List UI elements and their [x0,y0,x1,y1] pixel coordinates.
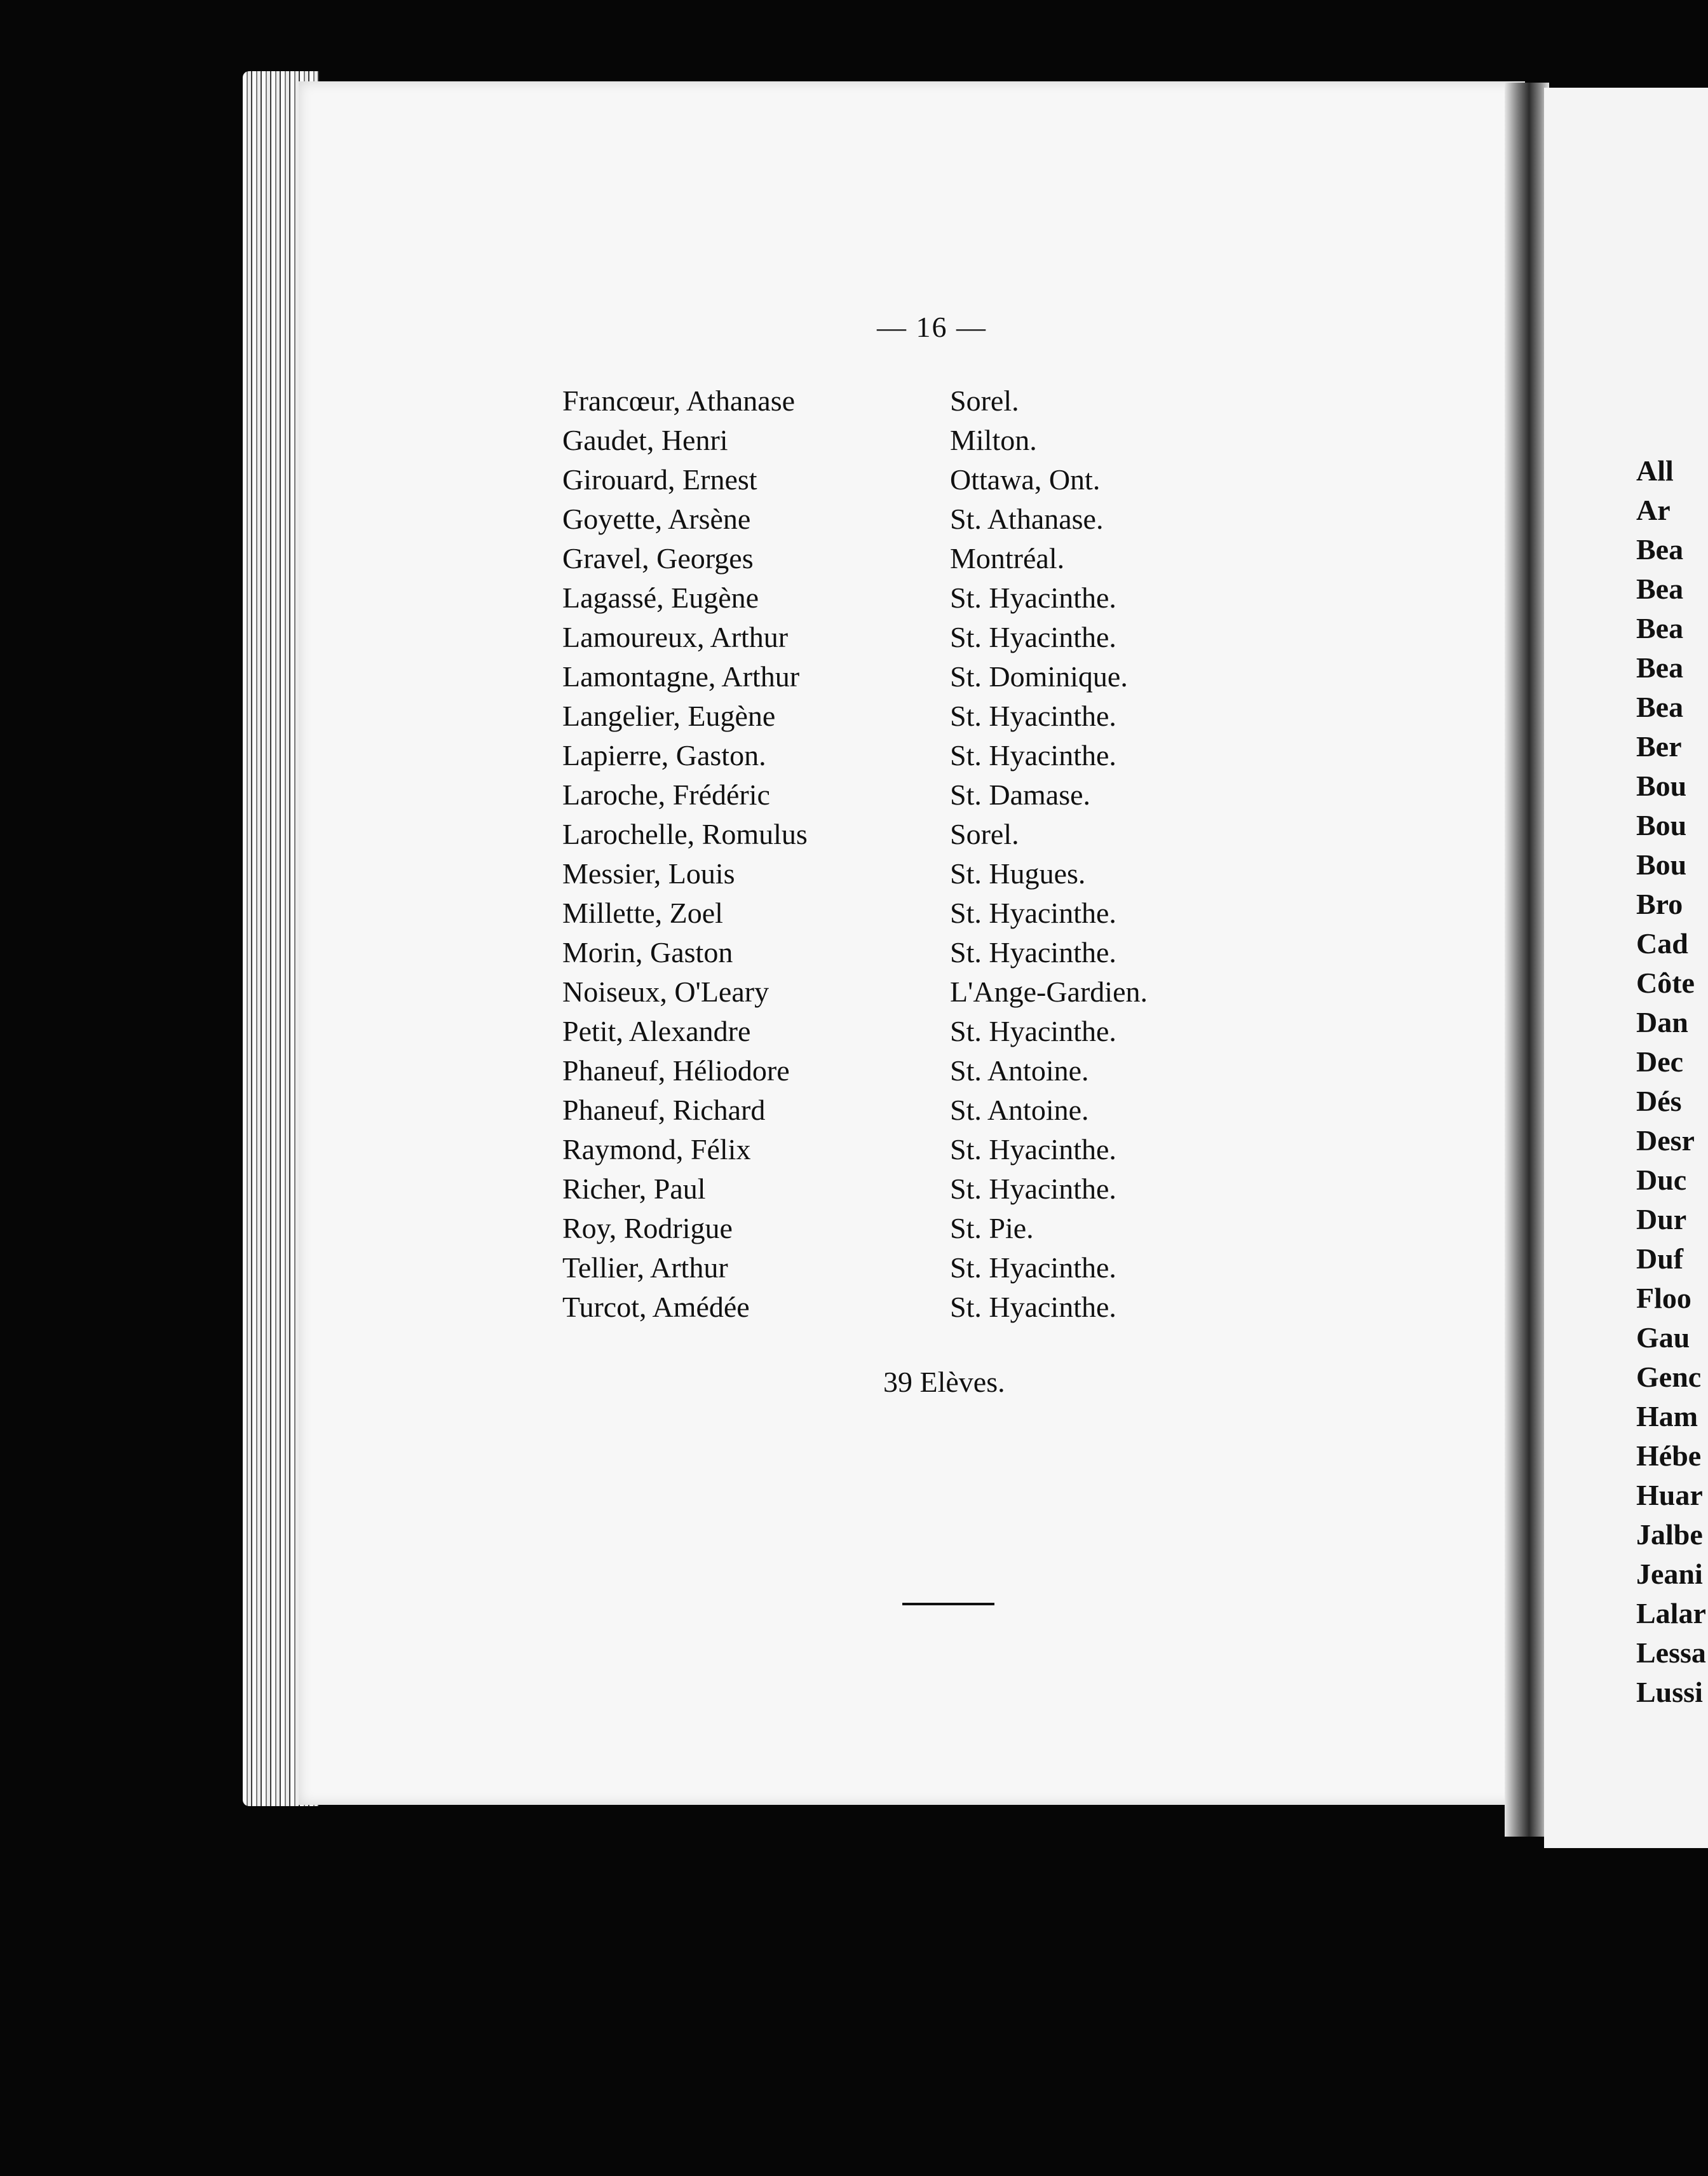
student-total: 39 Elèves. [883,1366,1005,1398]
roster-row [562,1130,1268,1169]
roster-row [562,381,1268,421]
roster-row [562,1209,1268,1248]
student-roster [562,381,1268,1327]
next-page-name-fragment: Huar [1636,1479,1703,1511]
roster-row [562,657,1268,697]
roster-row [562,618,1268,657]
roster-row [562,500,1268,539]
roster-row [562,775,1268,815]
next-page-name-fragment: Bea [1636,533,1684,566]
next-page-name-fragment: Ham [1636,1400,1698,1432]
next-page-name-fragment: Dan [1636,1006,1688,1038]
roster-row [562,1169,1268,1209]
student-name: Roy, Rodrigue [562,1212,733,1244]
student-hometown: St. Hyacinthe. [950,1291,1116,1323]
roster-row [562,972,1268,1012]
roster-row [562,697,1268,736]
student-name: Millette, Zoel [562,897,723,929]
section-rule [902,1603,994,1605]
student-name: Lamontagne, Arthur [562,660,800,693]
student-hometown: St. Athanase. [950,503,1104,535]
next-page-name-fragment: Bou [1636,848,1687,881]
next-page-name-fragment: Bea [1636,691,1684,723]
next-page-name-fragment: Bea [1636,651,1684,684]
student-hometown: St. Dominique. [950,660,1128,693]
student-hometown: L'Ange-Gardien. [950,976,1148,1008]
next-page-name-fragment: Bea [1636,612,1684,644]
roster-row [562,933,1268,972]
next-page-name-fragment: Dur [1636,1203,1687,1235]
roster-row [562,460,1268,500]
roster-row [562,539,1268,578]
roster-row [562,1248,1268,1288]
next-page-name-fragment: Bou [1636,809,1687,841]
roster-row [562,894,1268,933]
next-page-name-fragment: Desr [1636,1124,1695,1157]
student-hometown: St. Damase. [950,779,1091,811]
roster-row [562,1288,1268,1327]
student-hometown: St. Antoine. [950,1054,1089,1087]
next-page-name-fragment: Duc [1636,1164,1687,1196]
student-name: Langelier, Eugène [562,700,776,732]
student-name: Phaneuf, Richard [562,1094,766,1126]
next-page-name-fragment: Duf [1636,1242,1684,1275]
next-page-name-fragment: Ar [1636,494,1671,526]
roster-row [562,736,1268,775]
student-hometown: St. Hyacinthe. [950,897,1116,929]
next-page-name-fragment: Jeani [1636,1558,1703,1590]
student-name: Morin, Gaston [562,936,733,969]
next-page-name-fragment: Gau [1636,1321,1690,1354]
student-name: Messier, Louis [562,857,735,890]
student-name: Lagassé, Eugène [562,581,759,614]
student-hometown: Montréal. [950,542,1065,575]
student-name: Petit, Alexandre [562,1015,751,1047]
student-hometown: St. Antoine. [950,1094,1089,1126]
student-hometown: Sorel. [950,818,1019,850]
student-name: Raymond, Félix [562,1133,751,1166]
next-page-name-column [1636,451,1706,1712]
student-hometown: St. Hyacinthe. [950,700,1116,732]
student-hometown: Ottawa, Ont. [950,463,1101,496]
student-name: Laroche, Frédéric [562,779,770,811]
student-name: Turcot, Amédée [562,1291,750,1323]
student-name: Francœur, Athanase [562,384,796,417]
student-hometown: St. Hyacinthe. [950,739,1116,772]
roster-row [562,1051,1268,1091]
page-number: — 16 — [877,311,987,343]
next-page-name-fragment: Lalar [1636,1597,1706,1629]
student-hometown: St. Hyacinthe. [950,1173,1116,1205]
student-hometown: Sorel. [950,384,1019,417]
student-name: Gaudet, Henri [562,424,728,456]
book-gutter [1505,83,1549,1837]
roster-row [562,1012,1268,1051]
student-hometown: St. Hyacinthe. [950,621,1116,653]
next-page-name-fragment: Floo [1636,1282,1691,1314]
roster-row [562,578,1268,618]
student-hometown: St. Hyacinthe. [950,1251,1116,1284]
student-name: Gravel, Georges [562,542,754,575]
student-hometown: St. Pie. [950,1212,1034,1244]
student-hometown: St. Hyacinthe. [950,1133,1116,1166]
next-page-name-fragment: Bou [1636,770,1687,802]
next-page-name-fragment: Cad [1636,927,1688,960]
student-hometown: Milton. [950,424,1037,456]
student-hometown: St. Hugues. [950,857,1086,890]
student-name: Lapierre, Gaston. [562,739,766,772]
student-name: Tellier, Arthur [562,1251,728,1284]
next-page-name-fragment: Ber [1636,730,1682,763]
next-page-name-fragment: Jalbe [1636,1518,1703,1551]
student-name: Goyette, Arsène [562,503,751,535]
student-hometown: St. Hyacinthe. [950,1015,1116,1047]
roster-row [562,421,1268,460]
next-page-name-fragment: Genc [1636,1361,1702,1393]
roster-row [562,815,1268,854]
student-name: Larochelle, Romulus [562,818,808,850]
student-name: Phaneuf, Héliodore [562,1054,790,1087]
next-page-name-fragment: Lussi [1636,1676,1703,1708]
next-page-name-fragment: Dés [1636,1085,1682,1117]
student-hometown: St. Hyacinthe. [950,936,1116,969]
student-name: Lamoureux, Arthur [562,621,789,653]
student-name: Girouard, Ernest [562,463,757,496]
next-page-name-fragment: All [1636,454,1674,487]
roster-row [562,854,1268,894]
student-name: Richer, Paul [562,1173,706,1205]
next-page-name-fragment: Lessa [1636,1636,1706,1669]
roster-row [562,1091,1268,1130]
next-page-name-fragment: Hébe [1636,1439,1702,1472]
student-hometown: St. Hyacinthe. [950,581,1116,614]
next-page-name-fragment: Dec [1636,1045,1684,1078]
student-name: Noiseux, O'Leary [562,976,769,1008]
next-page-name-fragment: Côte [1636,967,1695,999]
next-page-name-fragment: Bea [1636,573,1684,605]
next-page-name-fragment: Bro [1636,888,1683,920]
